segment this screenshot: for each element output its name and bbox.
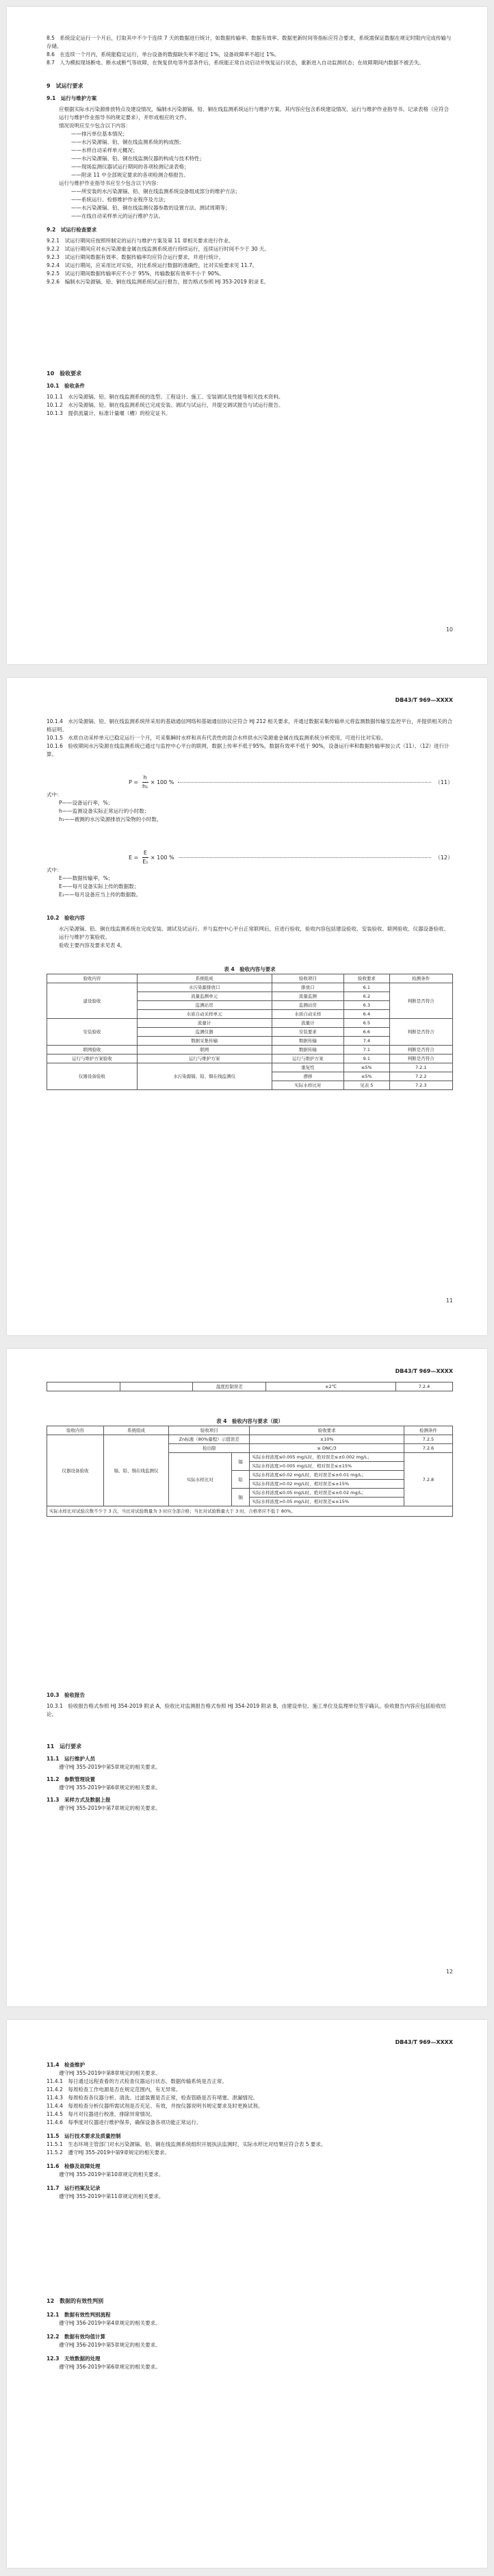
paragraph: 9.2.2 试运行期间应对水污染源重金属在线监测系统进行持续运行，连续运行时间不少于 30 天。 — [47, 246, 270, 252]
section-10-3 — [47, 1691, 453, 1719]
paragraph: 遵守HJ 355-2019中第8章规定的相关要求。 — [59, 2070, 161, 2076]
subsection-heading: 11.2 参数管理设置 — [47, 1776, 96, 1782]
table-cell: 数据传输 — [272, 1037, 344, 1046]
table-cell: 镉、铅、铜在线监测仪 — [104, 1435, 169, 1506]
list-item: ——水污染源镉、铅、铜在线监测系统的构成图； — [71, 139, 184, 145]
list-item: ——现场监测仪器试运行期间的各项检测记录表格； — [71, 164, 190, 170]
list-item: ——系统运行、检修维护作业程序及方法； — [71, 197, 169, 203]
paragraph: 9.2.1 试运行期间应按照所制定的运行与维护方案及第 11 章相关要求进行作业。 — [47, 238, 234, 244]
formula-lhs: E — [129, 854, 133, 861]
table-cell: 铅 — [231, 1471, 250, 1489]
table-header: 验收内容 — [47, 1426, 104, 1435]
table-cell: 安装验收 — [47, 1019, 138, 1046]
variable-def: E₁——每月设备应当上传的数据数。 — [59, 892, 142, 898]
formula-12: E = $\frac{E}{\text{E₁}}$ × 100 % （12） 式中： E——数据传输率，%； E——每月设备实际上传的数据数； E₁——每月设备应当上传的数据数。 — [47, 850, 453, 898]
subsection-heading: 9.1 运行与维护方案 — [47, 95, 97, 101]
table-cell: 监测站房 — [272, 1001, 344, 1010]
table-cell: 9.1 — [344, 1055, 389, 1063]
table-cell: 判断是否符合 — [389, 1055, 453, 1063]
subsection-heading: 11.5 运行技术要求及质量控制 — [47, 2133, 121, 2139]
table-cell: 7.2.3 — [389, 1081, 453, 1090]
subsection-heading: 12.3 无效数据的处理 — [47, 2356, 101, 2362]
subsection-heading: 12.1 数据有效性判别流程 — [47, 2312, 111, 2318]
subsection-heading: 11.6 检修及故障处理 — [47, 2163, 101, 2169]
table-cell: ±2℃ — [266, 1382, 396, 1391]
table-cell: 实际水样浓度>0.05 mg/L时，相对误差≤±15% — [250, 1498, 404, 1506]
table-cell: 实际水样浓度>0.02 mg/L时，相对误差≤±15% — [250, 1480, 404, 1489]
variable-def: E——数据传输率，%； — [59, 875, 114, 881]
table-cell: 漂移 — [272, 1072, 344, 1081]
paragraph: 遵守HJ 355-2019中第7章规定的相关要求。 — [59, 1805, 161, 1811]
table-cell: 水污染源镉、铅、铜在线监测仪 — [137, 1063, 272, 1090]
paragraph: 10.3.1 验收报告格式参照 HJ 354-2019 附录 A，验收比对监测报告格式参照 HJ 354-2019 附录 B，由建设单位、施工单位及监理单位签字确认。验收报告内容应包括验收结论。 — [47, 1703, 446, 1717]
table-cell: 仪器设备验收 — [47, 1435, 104, 1506]
variable-def: h₁——被测的水污染源排放污染物的小时数。 — [59, 816, 162, 822]
table-cell: 重复性 — [272, 1063, 344, 1072]
table-cell: 水质自动采样 — [272, 1010, 344, 1019]
list-item: ——水污染源镉、铅、铜在线监测仪器的构成与技术特性； — [71, 155, 205, 162]
table-cell: 运行与维护方案验收 — [47, 1055, 138, 1063]
section-12 — [47, 2297, 453, 2371]
table-cell: 实际水样浓度>0.005 mg/L时，相对误差≤±15% — [250, 1462, 404, 1471]
paragraph: 10.1.6 验收期间水污染源在线监测系统已通过与监控中心平台的联网，数据上传率不低于95%，数据有效率不低于 90%，设备运行率和数据传输率按公式（11）、（12）进行计算。 — [47, 743, 450, 757]
formula-number: （11） — [434, 779, 453, 785]
section-9 — [47, 82, 453, 286]
paragraph: 10.1.2 水污染源镉、铅、铜在线监测系统已完成安装、调试与试运行，并提交调试报告与试运行报告。 — [47, 402, 284, 408]
table-row — [47, 1382, 453, 1391]
table-cell: 运行与维护方案 — [137, 1055, 272, 1063]
table-header: 检测条件 — [389, 974, 453, 983]
table-cell: 7.4 — [344, 1037, 389, 1046]
table-cell: 联网验收 — [47, 1046, 138, 1055]
table-header: 验收项目 — [168, 1426, 250, 1435]
page-number: 11 — [445, 1298, 453, 1304]
section-heading: 10 验收要求 — [47, 370, 82, 377]
table-cell: ≤5% — [344, 1072, 389, 1081]
table-cell — [47, 1382, 120, 1391]
paragraph: 9.2.4 试运行期间，应采用比对实验，对比系统运行数据的准确性，比对实验要求见 11.7。 — [47, 262, 258, 268]
table-cell: 6.4 — [344, 1010, 389, 1019]
table-cell: 水污染源排放口 — [137, 983, 272, 992]
table-cell: 数据采集传输 — [137, 1037, 272, 1046]
list-item: ——水污染源镉、铅、铜在线监测仪器参数的设置方法、测试周期等； — [71, 205, 231, 211]
formula-number: （12） — [434, 854, 453, 861]
table-cell: 6.2 — [344, 992, 389, 1001]
paragraph: 8.6 在连续一个月内，系统能稳定运行，单台设备的数据缺失率不超过 1%，设备故障率不超过 1%。 — [47, 51, 280, 58]
section-11 — [47, 1743, 453, 1813]
table-cell: 7.2.4 — [395, 1382, 452, 1391]
table-cell: 6.1 — [344, 983, 389, 992]
paragraph: 11.4.2 每周检查工作电源是否在规定范围内，有无异常。 — [47, 2086, 181, 2093]
paragraph: 遵守HJ 356-2019中第6章规定的相关要求。 — [59, 2364, 161, 2370]
document-code: DB43/T 969—XXXX — [395, 1368, 453, 1374]
formula-lhs: P — [129, 779, 132, 785]
page-content — [47, 7, 453, 664]
list-item: ——在线自动采样单元的运行维护方法。 — [71, 213, 164, 219]
formula-denominator: h₁ — [142, 783, 148, 790]
subsection-heading: 10.2 验收内容 — [47, 915, 86, 921]
table-cell: 建设验收 — [47, 983, 138, 1019]
table-cell: 7.2.8 — [404, 1453, 452, 1506]
section-heading: 9 试运行要求 — [47, 83, 83, 89]
table-cell: 6.3 — [344, 1001, 389, 1010]
document-page-3 — [7, 1349, 487, 2006]
paragraph: 11.4.4 每周检查分析仪器所需试剂是否充足、有效，并按仪器说明书规定要求及时更换试剂。 — [47, 2103, 263, 2109]
table-cell: 温度控制误差 — [193, 1382, 266, 1391]
table-cell: 检出限 — [168, 1444, 250, 1453]
table-header: 系统组成 — [137, 974, 272, 983]
table-cell: 7.2.2 — [389, 1072, 453, 1081]
section-8-tail — [47, 34, 453, 67]
table-row — [47, 1046, 453, 1055]
paragraph: 11.5.2 遵守HJ 355-2019中第9章规定的相关要求。 — [47, 2149, 170, 2156]
table-cell: 联网 — [137, 1046, 272, 1055]
table-cell: 水质自动采样单元 — [137, 1010, 272, 1019]
table-cell: 判断是否符合 — [389, 983, 453, 1019]
table-cell: 流量计 — [272, 1019, 344, 1028]
table-cell: 7.2.6 — [404, 1444, 452, 1453]
list-item: ——水样自动采样单元概况； — [71, 147, 138, 153]
table-header: 验收项目 — [272, 974, 344, 983]
list-item: ——排污单位基本情况； — [71, 131, 128, 137]
table-cell — [120, 1382, 193, 1391]
paragraph: 9.2.3 试运行期间数据有效率、数据传输率均应符合运行要求，并进行统计。 — [47, 254, 224, 260]
paragraph: 9.2.6 编制水污染源镉、铅、铜在线监测系统试运行报告，报告格式参照 HJ 353-2019 附录 E。 — [47, 279, 269, 285]
table-note: 实际水样比对试验次数不少于 3 次，当比对试验数量为 3 时应全部合格；当比对试验数量大于 3 时，合格率应不低于 80%。 — [47, 1506, 453, 1517]
paragraph: 式中： — [47, 792, 62, 798]
table-cell: 实际水样浓度≤0.02 mg/L时，绝对误差≤±0.01 mg/L； — [250, 1471, 404, 1480]
table-cell: 6.5 — [344, 1019, 389, 1028]
variable-def: h——监测设备实际正常运行的小时数； — [59, 808, 150, 814]
page-content — [47, 2020, 453, 2568]
table-4-continued — [47, 1417, 453, 1517]
formula-rest: × 100 % — [150, 854, 174, 861]
table-row — [47, 1435, 453, 1444]
paragraph: 10.1.3 提供流量计、标准计量堰（槽）的检定证书。 — [47, 410, 171, 416]
formula-numerator: E — [142, 849, 148, 858]
document-page-1 — [7, 7, 487, 664]
section-10-cont — [47, 718, 453, 759]
paragraph: 11.5.1 生态环境主管部门对水污染源镉、铅、铜在线监测系统组织开展执法监测时，实际水样比对结果应符合表 5 要求。 — [47, 2141, 326, 2147]
table-cell: 镉 — [231, 1453, 250, 1471]
page-content — [47, 678, 453, 1335]
table-header-row — [47, 1426, 453, 1435]
paragraph: 8.5 系统设定运行一个月后，打取其中不少于连续 7 天的数据进行统计，如数据传输率、数据有效率、数据更新时间等指标应符合要求，系统需保证数据在规定时限内完成传输与存储。 — [47, 35, 452, 49]
document-page-2 — [7, 678, 487, 1335]
paragraph: 8.7 人为模拟现场断电、断水或断气等故障，在恢复供电等外部条件后，系统能正常自动启动并恢复运行状态，重新进入自动监测状态；在故障期间内数据不被丢失。 — [47, 60, 424, 66]
table-row — [47, 1055, 453, 1063]
table-cell: ≤ DNC/3 — [250, 1444, 404, 1453]
acceptance-table-continued — [47, 1426, 453, 1506]
paragraph: 式中： — [47, 867, 62, 873]
paragraph: 情况说明应至少包含以下内容： — [59, 123, 131, 129]
list-item: ——所安装的水污染源镉、铅、铜在线监测系统设备组成部分的维护方法； — [71, 188, 241, 194]
page-number: 12 — [445, 1969, 453, 1975]
paragraph: 11.4.3 每周检查各仪器分析、清洗、过滤装置是否正常，检查管路是否有堵塞、泄漏情况。 — [47, 2095, 258, 2101]
table-cell: 实际水样浓度≤0.005 mg/L时，绝对误差≤±0.002 mg/L； — [250, 1453, 404, 1462]
section-heading: 11 运行要求 — [47, 1743, 82, 1750]
page-content — [47, 1349, 453, 2006]
table-cell: ≤5% — [344, 1063, 389, 1072]
section-11-cont — [47, 2061, 453, 2201]
table-cell: 实际水样浓度≤0.05 mg/L时，绝对误差≤±0.02 mg/L； — [250, 1489, 404, 1498]
table-header-row — [47, 974, 453, 983]
formula-11: P = $\frac{h}{\text{h₁}}$ × 100 % （11） 式中： P——设备运行率，%； h——监测设备实际正常运行的小时数； h₁——被测的水污染源排放污染物的小时数。 — [47, 774, 453, 822]
table-cell: 实际水样比对 — [272, 1081, 344, 1090]
subsection-heading: 10.1 验收条件 — [47, 383, 86, 389]
table-header: 验收要求 — [250, 1426, 404, 1435]
subsection-heading: 11.4 检查维护 — [47, 2062, 86, 2068]
table-header: 检测条件 — [404, 1426, 452, 1435]
document-code: DB43/T 969—XXXX — [395, 697, 453, 703]
formula-rest: × 100 % — [150, 779, 174, 785]
table-cell: 见表 5 — [344, 1081, 389, 1090]
table-cell: 判断是否符合 — [389, 1046, 453, 1055]
table-cell: ±10% — [250, 1435, 404, 1444]
table-cell: 数据传输 — [272, 1046, 344, 1055]
table-header: 验收内容 — [47, 974, 138, 983]
table-row — [47, 1063, 453, 1072]
section-10 — [47, 370, 453, 418]
table-cell: 实际水样比对 — [168, 1453, 231, 1506]
subsection-heading: 11.1 运行维护人员 — [47, 1756, 96, 1762]
paragraph: 10.1.4 水污染源镉、铅、铜在线监测系统所采用的基础通信网络和基础通信协议应符合 HJ 212 相关要求，并通过数据采集传输单元将监测数据传输至监控平台，并提供相关的合格证明。 — [47, 718, 453, 733]
table-cell: 安装要求 — [272, 1028, 344, 1037]
table-header: 验收要求 — [344, 974, 389, 983]
list-item: ——附录 11 中全部规定要求的各项检测合格报告。 — [71, 172, 189, 178]
document-page-4 — [7, 2020, 487, 2568]
paragraph: 11.4.5 每月对仪器进行校准、排除异常情况。 — [47, 2111, 155, 2117]
page-number: 10 — [445, 627, 453, 633]
table-4 — [47, 965, 453, 1090]
variable-def: E——每月设备实际上传的数据数； — [59, 883, 140, 889]
subsection-heading: 12.2 数据有效均值计算 — [47, 2334, 106, 2340]
acceptance-table — [47, 974, 453, 1090]
table-cell: Zn标液（80%量程）示值误差 — [168, 1435, 250, 1444]
formula-numerator: h — [142, 774, 148, 783]
table-cell: 6.6 — [344, 1028, 389, 1037]
table-cell: 7.1 — [344, 1046, 389, 1055]
paragraph: 验收主要内容及要求见表 4。 — [59, 942, 126, 948]
paragraph: 9.2.5 试运行期间数据传输率应不小于 95%，传输数据有效率不小于 90%。 — [47, 270, 224, 277]
variable-def: P——设备运行率，%； — [59, 800, 114, 806]
document-code: DB43/T 969—XXXX — [395, 2039, 453, 2045]
paragraph: 10.1.1 水污染源镉、铅、铜在线监测系统的选型、工程设计、施工、安装调试及性能等相关技术资料。 — [47, 394, 284, 400]
acceptance-table-tail — [47, 1382, 453, 1391]
table-caption: 表 4 验收内容与要求 — [224, 966, 276, 972]
table-cell: 运行与维护方案 — [272, 1055, 344, 1063]
paragraph: 运行与维护作业指导书应至少包含以下内容： — [59, 180, 161, 186]
paragraph: 遵守HJ 356-2019中第4章规定的相关要求。 — [59, 2320, 161, 2326]
table-cell: 流量监测 — [272, 992, 344, 1001]
paragraph: 遵守HJ 356-2019中第5章规定的相关要求。 — [59, 2342, 161, 2348]
table-cell: 流量计 — [137, 1019, 272, 1028]
paragraph: 遵守HJ 355-2019中第5章规定的相关要求。 — [59, 1764, 161, 1770]
table-cell: 流量监测单元 — [137, 992, 272, 1001]
formula-denominator: E₁ — [142, 859, 148, 865]
table-cell: 监测站房 — [137, 1001, 272, 1010]
paragraph: 遵守HJ 355-2019中第11章规定的相关要求。 — [59, 2193, 164, 2199]
table-cell: 排放口 — [272, 983, 344, 992]
subsection-heading: 10.3 验收报告 — [47, 1692, 86, 1698]
table-caption: 表 4 验收内容与要求（续） — [216, 1418, 283, 1424]
paragraph: 10.1.5 水质自动采样单元已稳定运行一个月，可采集瞬时水样和具有代表性的混合水样供水污染源重金属在线监测系统分析使用，可进行比对实验。 — [47, 735, 387, 741]
paragraph: 11.4.1 每日通过远程查看的方式检查仪器运行状态，数据传输系统是否正常。 — [47, 2078, 227, 2084]
table-cell: 仪器设备验收 — [47, 1063, 138, 1090]
paragraph: 水污染源镉、铅、铜在线监测系统在完成安装、调试及试运行、并与监控中心平台正常联网后，应进行验收，验收内容包括建设验收、安装验收、联网验收、仪器设备验收、运行与维护方案验收。 — [59, 926, 449, 940]
paragraph: 遵守HJ 355-2019中第10章规定的相关要求。 — [59, 2171, 164, 2177]
table-row — [47, 983, 453, 992]
table-header: 系统组成 — [104, 1426, 169, 1435]
table-cell: 监测仪器 — [137, 1028, 272, 1037]
table-cell: 7.2.5 — [404, 1435, 452, 1444]
table-cell: 铜 — [231, 1489, 250, 1506]
table-cell: 7.2.1 — [389, 1063, 453, 1072]
table-cell: 判断是否符合 — [389, 1019, 453, 1046]
subsection-heading: 11.7 运行档案及记录 — [47, 2185, 101, 2191]
table-row — [47, 1019, 453, 1028]
section-heading: 12 数据的有效性判别 — [47, 2298, 104, 2304]
section-10-2 — [47, 914, 453, 950]
paragraph: 遵守HJ 355-2019中第6章规定的相关要求。 — [59, 1784, 161, 1791]
paragraph: 11.4.6 每季度对仪器进行维护保养，确保设备各项功能正常运行。 — [47, 2119, 202, 2125]
table-4-tail — [47, 1382, 453, 1391]
subsection-heading: 9.2 试运行检查要求 — [47, 227, 97, 233]
subsection-heading: 11.3 采样方式及数据上报 — [47, 1797, 111, 1803]
paragraph: 应根据实际水污染源排放特点及建设情况，编制水污染源镉、铅、铜在线监测系统运行与维护方案。其内容应包含系统建设情况、运行与维护作业指导书、记录表格（应符合运行与维护作业指导书的规定要求），并形成相应的文件。 — [59, 106, 449, 121]
